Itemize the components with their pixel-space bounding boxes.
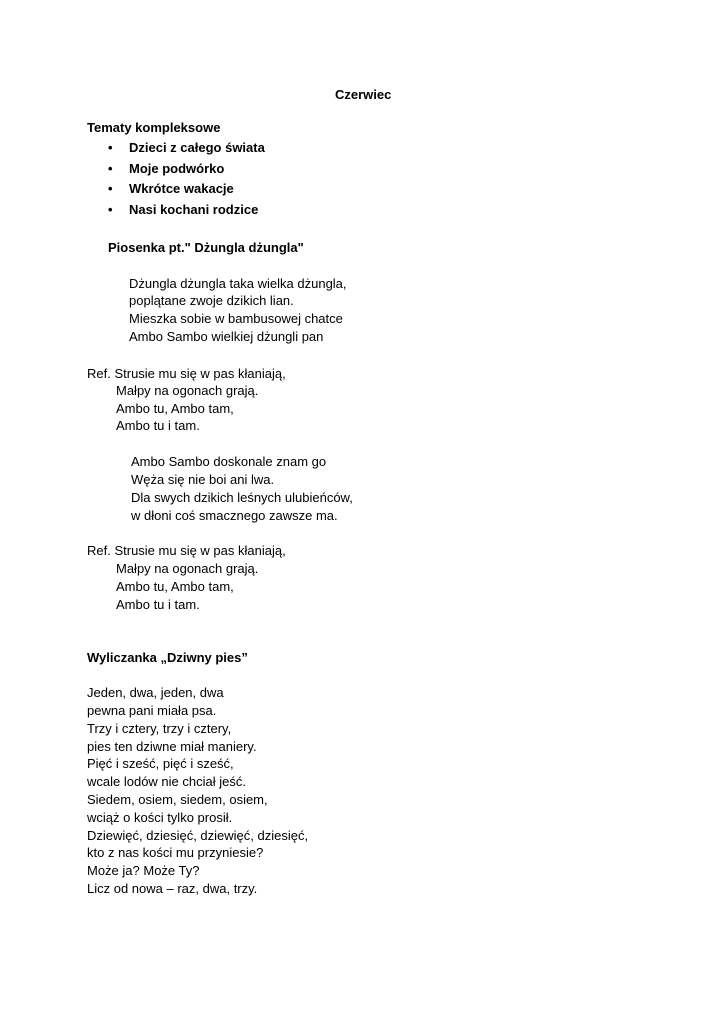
bullet-marker: • bbox=[108, 140, 113, 155]
counting-line: Trzy i cztery, trzy i cztery, bbox=[87, 721, 232, 736]
song-line: Ambo Sambo doskonale znam go bbox=[131, 454, 327, 469]
chorus-line: Ambo tu, Ambo tam, bbox=[116, 579, 234, 594]
counting-heading: Wyliczanka „Dziwny pies” bbox=[87, 650, 248, 665]
chorus-line: Małpy na ogonach grają. bbox=[116, 383, 259, 398]
bullet-marker: • bbox=[108, 161, 113, 176]
song-line: w dłoni coś smacznego zawsze ma. bbox=[131, 508, 338, 523]
theme-item: Dzieci z całego świata bbox=[129, 140, 265, 155]
theme-item: Nasi kochani rodzice bbox=[129, 202, 259, 217]
chorus-line: Ambo tu, Ambo tam, bbox=[116, 401, 234, 416]
counting-line: Może ja? Może Ty? bbox=[87, 863, 200, 878]
page-title: Czerwiec bbox=[335, 87, 392, 102]
counting-line: pies ten dziwne miał maniery. bbox=[87, 739, 257, 754]
chorus-line: Małpy na ogonach grają. bbox=[116, 561, 259, 576]
counting-line: pewna pani miała psa. bbox=[87, 703, 217, 718]
song-line: Węża się nie boi ani lwa. bbox=[131, 472, 275, 487]
counting-line: Jeden, dwa, jeden, dwa bbox=[87, 685, 224, 700]
bullet-marker: • bbox=[108, 181, 113, 196]
counting-line: Dziewięć, dziesięć, dziewięć, dziesięć, bbox=[87, 828, 309, 843]
song-line: Mieszka sobie w bambusowej chatce bbox=[129, 311, 343, 326]
song-line: Ambo Sambo wielkiej dżungli pan bbox=[129, 329, 324, 344]
song-line: Dżungla dżungla taka wielka dżungla, bbox=[129, 276, 347, 291]
bullet-marker: • bbox=[108, 202, 113, 217]
chorus-line: Ambo tu i tam. bbox=[116, 597, 200, 612]
chorus-line: Ambo tu i tam. bbox=[116, 418, 200, 433]
chorus-line: Ref. Strusie mu się w pas kłaniają, bbox=[87, 366, 286, 381]
counting-line: wcale lodów nie chciał jeść. bbox=[87, 774, 246, 789]
counting-line: Siedem, osiem, siedem, osiem, bbox=[87, 792, 268, 807]
themes-heading: Tematy kompleksowe bbox=[87, 120, 221, 135]
counting-line: Pięć i sześć, pięć i sześć, bbox=[87, 756, 234, 771]
song-heading: Piosenka pt." Dżungla dżungla" bbox=[108, 240, 304, 255]
song-line: Dla swych dzikich leśnych ulubieńców, bbox=[131, 490, 353, 505]
counting-line: kto z nas kości mu przyniesie? bbox=[87, 845, 264, 860]
song-line: poplątane zwoje dzikich lian. bbox=[129, 293, 294, 308]
counting-line: wciąż o kości tylko prosił. bbox=[87, 810, 233, 825]
theme-item: Moje podwórko bbox=[129, 161, 225, 176]
chorus-line: Ref. Strusie mu się w pas kłaniają, bbox=[87, 543, 286, 558]
theme-item: Wkrótce wakacje bbox=[129, 181, 234, 196]
counting-line: Licz od nowa – raz, dwa, trzy. bbox=[87, 881, 258, 896]
